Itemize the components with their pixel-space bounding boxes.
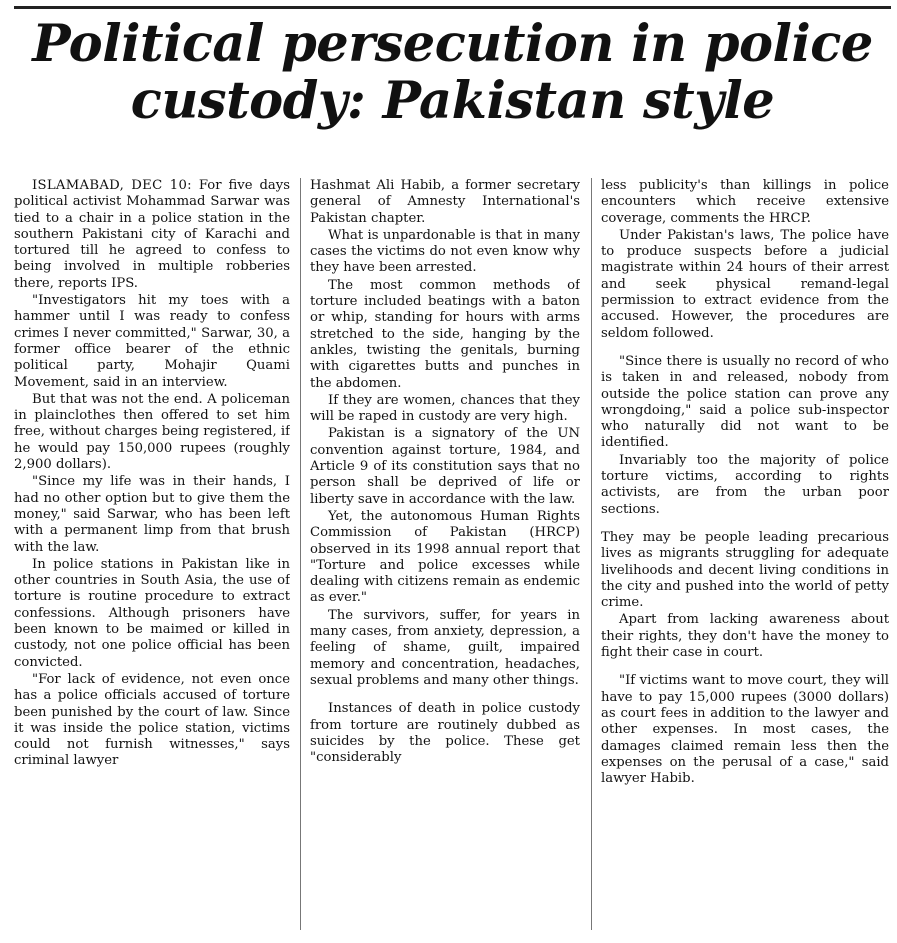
- headline: [14, 16, 891, 130]
- paragraph: "Investigators hit my toes with a hammer until I was ready to confess crimes I never committed," Sarwar, 30, a former office bearer of the ethnic political party, Mohajir Quami Movement, said in an interview.: [14, 293, 290, 390]
- paragraph: They may be people leading precarious lives as migrants struggling for adequate livelihoods and decent living conditions in the city and pushed into the world of petty crime.: [601, 529, 889, 611]
- article-column-1: [14, 178, 290, 940]
- paragraph: Yet, the autonomous Human Rights Commission of Pakistan (HRCP) observed in its 1998 annual report that "Torture and police excesses while dealing with citizens remain as endemic as ever.": [310, 508, 580, 606]
- paragraph: "If victims want to move court, they will have to pay 15,000 rupees (3000 dollars) as court fees in addition to the lawyer and other expenses. In most cases, the damages claimed remain less then the expenses on the perusal of a case," said lawyer Habib.: [601, 673, 889, 787]
- paragraph-text: For five days political activist Mohammad Sarwar was tied to a chair in a police station in the southern Pakistani city of Karachi and tortured till he agreed to confess to being involved in multiple robberies there, reports IPS.: [14, 178, 290, 291]
- paragraph: "Since there is usually no record of who is taken in and released, nobody from outside the police station can prove any wrongdoing," said a police sub-inspector who naturally did not want to be identified.: [601, 353, 889, 451]
- paragraph: less publicity's than killings in police encounters which receive extensive coverage, comments the HRCP.: [601, 178, 889, 226]
- paragraph: Invariably too the majority of police torture victims, according to rights activists, are from the urban poor sections.: [601, 452, 889, 517]
- paragraph: What is unpardonable is that in many cases the victims do not even know why they have been arrested.: [310, 227, 580, 276]
- paragraph: "Since my life was in their hands, I had no other option but to give them the money," said Sarwar, who has been left with a permanent limp from that brush with the law.: [14, 474, 290, 555]
- article-column-2: [310, 178, 580, 940]
- paragraph: Hashmat Ali Habib, a former secretary general of Amnesty International's Pakistan chapter.: [310, 178, 580, 226]
- headline-line-2: custody: Pakistan style: [130, 71, 775, 131]
- top-rule: [14, 6, 891, 9]
- paragraph: If they are women, chances that they will be raped in custody are very high.: [310, 392, 580, 425]
- headline-line-1: Political persecution in police: [32, 14, 873, 74]
- paragraph: "For lack of evidence, not even once has a police officials accused of torture been punished by the court of law. Since it was inside the police station, victims could not furnish witnesses," says criminal lawyer: [14, 671, 290, 769]
- article-column-3: [601, 178, 889, 940]
- paragraph: Pakistan is a signatory of the UN convention against torture, 1984, and Article 9 of its constitution says that no person shall be deprived of life or liberty save in accordance with the law.: [310, 426, 580, 507]
- column-divider-1: [300, 178, 301, 930]
- paragraph: The survivors, suffer, for years in many cases, from anxiety, depression, a feeling of shame, guilt, impaired memory and concentration, headaches, sexual problems and many other things.: [310, 607, 580, 688]
- paragraph: In police stations in Pakistan like in other countries in South Asia, the use of torture is routine procedure to extract confessions. Although prisoners have been known to be maimed or killed in custody, not one police official has been convicted.: [14, 556, 290, 670]
- paragraph: Under Pakistan's laws, The police have to produce suspects before a judicial magistrate within 24 hours of their arrest and seek physical remand-legal permission to extract evidence from the accused. However, the procedures are seldom followed.: [601, 227, 889, 341]
- paragraph: But that was not the end. A policeman in plainclothes then offered to set him free, without charges being registered, if he would pay 150,000 rupees (roughly 2,900 dollars).: [14, 391, 290, 473]
- paragraph: [14, 178, 290, 292]
- paragraph: Apart from lacking awareness about their rights, they don't have the money to fight their case in court.: [601, 612, 889, 661]
- paragraph: The most common methods of torture included beatings with a baton or whip, standing for hours with arms stretched to the side, hanging by the ankles, twisting the genitals, burning with cigarettes butts and punches in the abdomen.: [310, 277, 580, 391]
- dateline: ISLAMABAD, DEC 10:: [32, 178, 192, 193]
- paragraph: Instances of death in police custody from torture are routinely dubbed as suicides by the police. These get "considerably: [310, 701, 580, 766]
- column-divider-2: [591, 178, 592, 930]
